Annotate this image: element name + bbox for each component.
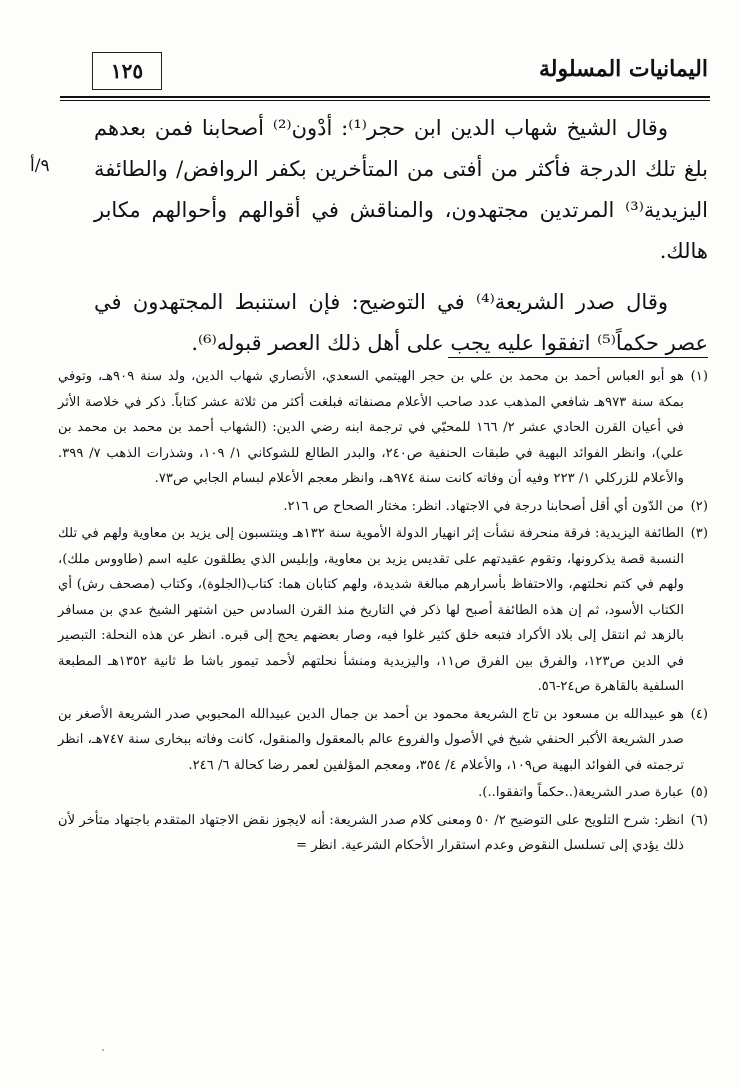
header-divider-thin [60,100,710,101]
footnote-number: (١) [690,369,708,384]
footnote [58,364,708,492]
body-paragraph: وقال الشيخ شهاب الدين ابن حجر⁽¹⁾: أدْون⁽²⁾ أصحابنا فمن بعدهم بلغ تلك الدرجة فأكثر من أفتى من المتأخرين بكفر الروافض/ والطائفة اليزيدية⁽³⁾ المرتدين مجتهدون، والمناقش في أقوالهم وأحوالهم مكابر هالك. [94,116,708,263]
footnotes [58,364,708,861]
footnote-text: من الدّون أي أقل أصحابنا درجة في الاجتهاد. انظر: مختار الصحاح ص ٢١٦. [283,498,684,514]
footnote-text: عبارة صدر الشريعة(..حكماً واتفقوا..). [478,785,684,800]
footnote-number: (٦) [690,812,708,828]
manuscript-folio-note: ٩/أ [30,156,50,176]
footnote-number: (٣) [690,526,708,541]
footnote-text: انظر: شرح التلويح على التوضيح ٢/ ٥٠ ومعنى كلام صدر الشريعة: أنه لايجوز نقض الاجتهاد المتقدم باجتهاد متأخر لأن ذلك يؤدي إلى تسلسل النقوض وعدم استقرار الأحكام الشرعية. انظر = [58,812,684,853]
footnote [58,521,708,700]
footnote [58,494,708,520]
footnote-number: (٥) [690,785,708,800]
footnote-text: هو عبيدالله بن مسعود بن تاج الشريعة محمود بن أحمد بن جمال الدين عبيدالله المحبوبي صدر الشريعة الأصغر بن صدر الشريعة الأكبر الحنفي شيخ في الأصول والفروع عالم بالمعقول والمنقول، كانت وفاته ببخارى سنة ٧٤٧هـ، انظر ترجمته في الفوائد البهية ص١٠٩، والأعلام ٤/ ٣٥٤، ومعجم المؤلفين لعمر رضا كحالة ٦/ ٢٤٦. [58,706,684,773]
body-paragraph: وقال صدر الشريعة⁽⁴⁾ في التوضيح: فإن استنبط المجتهدون في عصر حكماً⁽⁵⁾ اتفقوا عليه يجب على أهل ذلك العصر قبوله⁽⁶⁾. [94,290,708,355]
page-number: ١٢٥ [92,52,162,90]
footnote [58,808,708,859]
footnote [58,702,708,779]
footnote [58,780,708,806]
main-text [94,108,708,364]
running-header-title: اليمانيات المسلولة [538,56,708,82]
footnote-separator [448,357,708,358]
footnote-number: (٢) [690,498,708,514]
footnote-text: هو أبو العباس أحمد بن محمد بن علي بن حجر الهيتمي السعدي، الأنصاري شهاب الدين، ولد سنة ٩٠٩هـ، وتوفي بمكة سنة ٩٧٣هـ شافعي المذهب عدد صاحب الأعلام مصنفاته فبلغت أكثر من ثلاثة عشر كتاباً. ذكر في خلاصة الأثر في أعيان القرن الحادي عشر ٢/ ١٦٦ للمحبّي في ترجمة ابنه رضي الدين: (الشهاب أحمد بن محمد بن محمد بن علي)، وانظر الفوائد البهية في طبقات الحنفية ص٢٤٠، والبدر الطالع للشوكاني ١/ ١٠٩، وشذرات الذهب ٧/ ٣٩٩. والأعلام للزركلي ١/ ٢٢٣ وفيه أن وفاته كانت سنة ٩٧٤هـ، وانظر معجم الأعلام لبسام الجابي ص٧٣. [58,369,684,486]
scan-speck [102,1049,104,1051]
footnote-number: (٤) [690,706,708,722]
footnote-text: الطائفة اليزيدية: فرقة منحرفة نشأت إثر انهيار الدولة الأموية سنة ١٣٢هـ وينتسبون إلى يزيد بن معاوية ولهم في تلك النسبة قصة يذكرونها، وتقوم عقيدتهم على تقديس يزيد بن معاوية، وإبليس الذي يطلقون عليه اسم (طاووس ملك)، ولهم في كتم نحلتهم، والاحتفاظ بأسرارهم مبالغة شديدة، ولهم كتابان هما: كتاب(الجلوة)، وكتاب (مصحف رش) أي الكتاب الأسود، ثم إن هذه الطائفة أصبح لها ذكر في التاريخ منذ القرن السادس حين اشتهر الشيخ عدي بن مسافر بالزهد ثم انتقل إلى بلاد الأكراد فتبعه خلق كثير غلوا فيه، وصار بعضهم يحج إلى قبره. انظر عن هذه النحلة: التبصير في الدين ص١٢٣، والفرق بين الفرق ص١١، واليزيدية ومنشأ نحلتهم لأحمد تيمور باشا ط ثانية ١٣٥٢هـ المطبعة السلفية بالقاهرة ص٢٤-٥٦. [58,526,684,694]
header-divider [60,96,710,98]
